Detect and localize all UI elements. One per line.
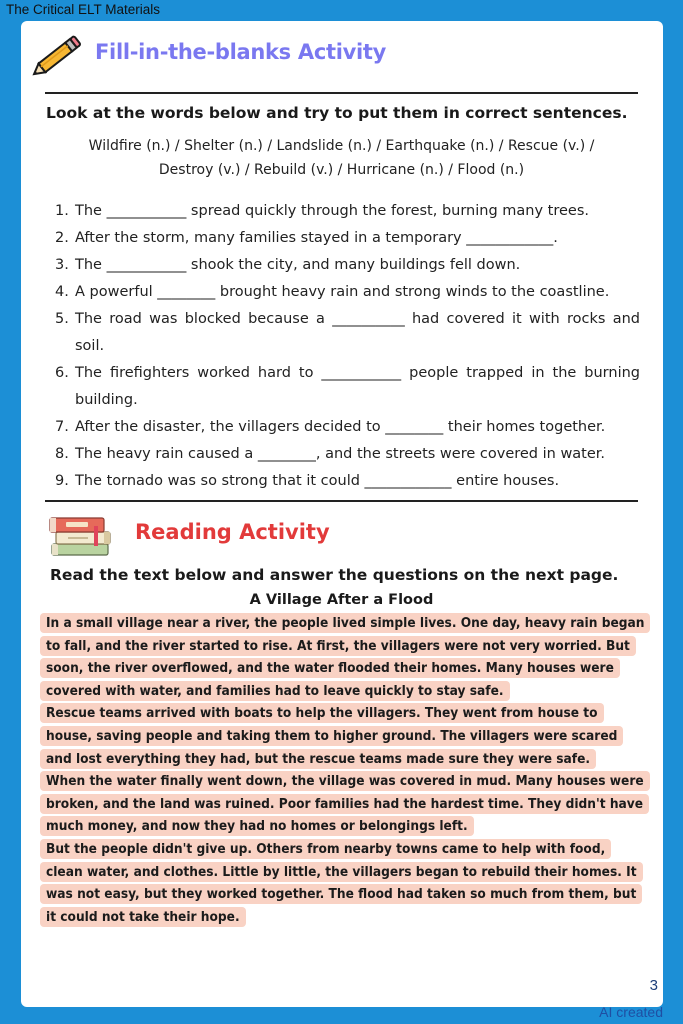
reading-instruction: Read the text below and answer the questions on the next page. <box>50 566 619 584</box>
fill-blanks-title: Fill-in-the-blanks Activity <box>95 40 387 64</box>
question-number: 6. <box>55 365 69 381</box>
question-item <box>55 468 640 495</box>
question-item <box>55 306 640 360</box>
reading-title: Reading Activity <box>135 520 330 544</box>
word-bank-line-1: Wildfire (n.) / Shelter (n.) / Landslide (n.) / Earthquake (n.) / Rescue (v.) / <box>88 138 595 154</box>
question-number: 8. <box>55 446 69 462</box>
ai-created-note: AI created <box>599 1004 663 1020</box>
question-number: 7. <box>55 419 69 435</box>
reading-paragraph-text: In a small village near a river, the people lived simple lives. One day, heavy rain began to fall, and the river started to rise. At first, the villagers were not very worried. But soon, the river overflowed, and the water flooded their homes. Many houses were covered with water, and families had to leave quickly to stay safe. <box>40 613 650 701</box>
question-number: 2. <box>55 230 69 246</box>
books-icon <box>48 508 114 560</box>
reading-paragraph-text: When the water finally went down, the village was covered in mud. Many houses were broken, and the land was ruined. Poor families had the hardest time. They didn't have much money, and now they had no homes or belongings left. <box>40 771 650 836</box>
reading-paragraph <box>40 838 645 928</box>
question-text: The heavy rain caused a ________, and the streets were covered in water. <box>75 446 606 462</box>
divider-top <box>45 92 638 94</box>
reading-paragraph-text: But the people didn't give up. Others from nearby towns came to help with food, clean water, and clothes. Little by little, the villagers began to rebuild their homes. It was not easy, but they worked together. The flood had taken so much from them, but it could not take their hope. <box>40 839 643 927</box>
question-text: The ___________ spread quickly through the forest, burning many trees. <box>75 203 589 219</box>
question-number: 3. <box>55 257 69 273</box>
question-item <box>55 225 640 252</box>
page-number: 3 <box>649 977 658 994</box>
question-text: The road was blocked because a __________ had covered it with rocks and soil. <box>75 311 640 354</box>
question-number: 1. <box>55 203 69 219</box>
question-number: 5. <box>55 311 69 327</box>
question-list <box>55 198 640 495</box>
question-item <box>55 360 640 414</box>
question-text: After the disaster, the villagers decided to ________ their homes together. <box>75 419 606 435</box>
question-item <box>55 441 640 468</box>
brand-label: The Critical ELT Materials <box>6 2 161 17</box>
word-bank-line-2: Destroy (v.) / Rebuild (v.) / Hurricane (n.) / Flood (n.) <box>158 162 525 178</box>
question-item <box>55 198 640 225</box>
question-text: After the storm, many families stayed in a temporary ____________. <box>75 230 558 246</box>
question-text: The firefighters worked hard to ___________ people trapped in the burning building. <box>75 365 640 408</box>
question-number: 9. <box>55 473 69 489</box>
question-number: 4. <box>55 284 69 300</box>
question-text: The ___________ shook the city, and many buildings fell down. <box>75 257 521 273</box>
question-text: The tornado was so strong that it could ____________ entire houses. <box>75 473 560 489</box>
question-item <box>55 252 640 279</box>
reading-paragraph <box>40 612 645 702</box>
reading-passage <box>40 612 645 928</box>
story-title: A Village After a Flood <box>249 592 434 608</box>
fill-blanks-instruction: Look at the words below and try to put them in correct sentences. <box>46 104 628 122</box>
word-bank <box>60 134 623 182</box>
reading-paragraph <box>40 770 645 838</box>
question-text: A powerful ________ brought heavy rain and strong winds to the coastline. <box>75 284 610 300</box>
pencil-icon <box>30 30 86 82</box>
question-item <box>55 414 640 441</box>
divider-middle <box>45 500 638 502</box>
reading-paragraph-text: Rescue teams arrived with boats to help the villagers. They went from house to house, saving people and taking them to higher ground. The villagers were scared and lost everything they had, but the rescue teams made sure they were safe. <box>40 703 623 768</box>
question-item <box>55 279 640 306</box>
reading-paragraph <box>40 702 645 770</box>
